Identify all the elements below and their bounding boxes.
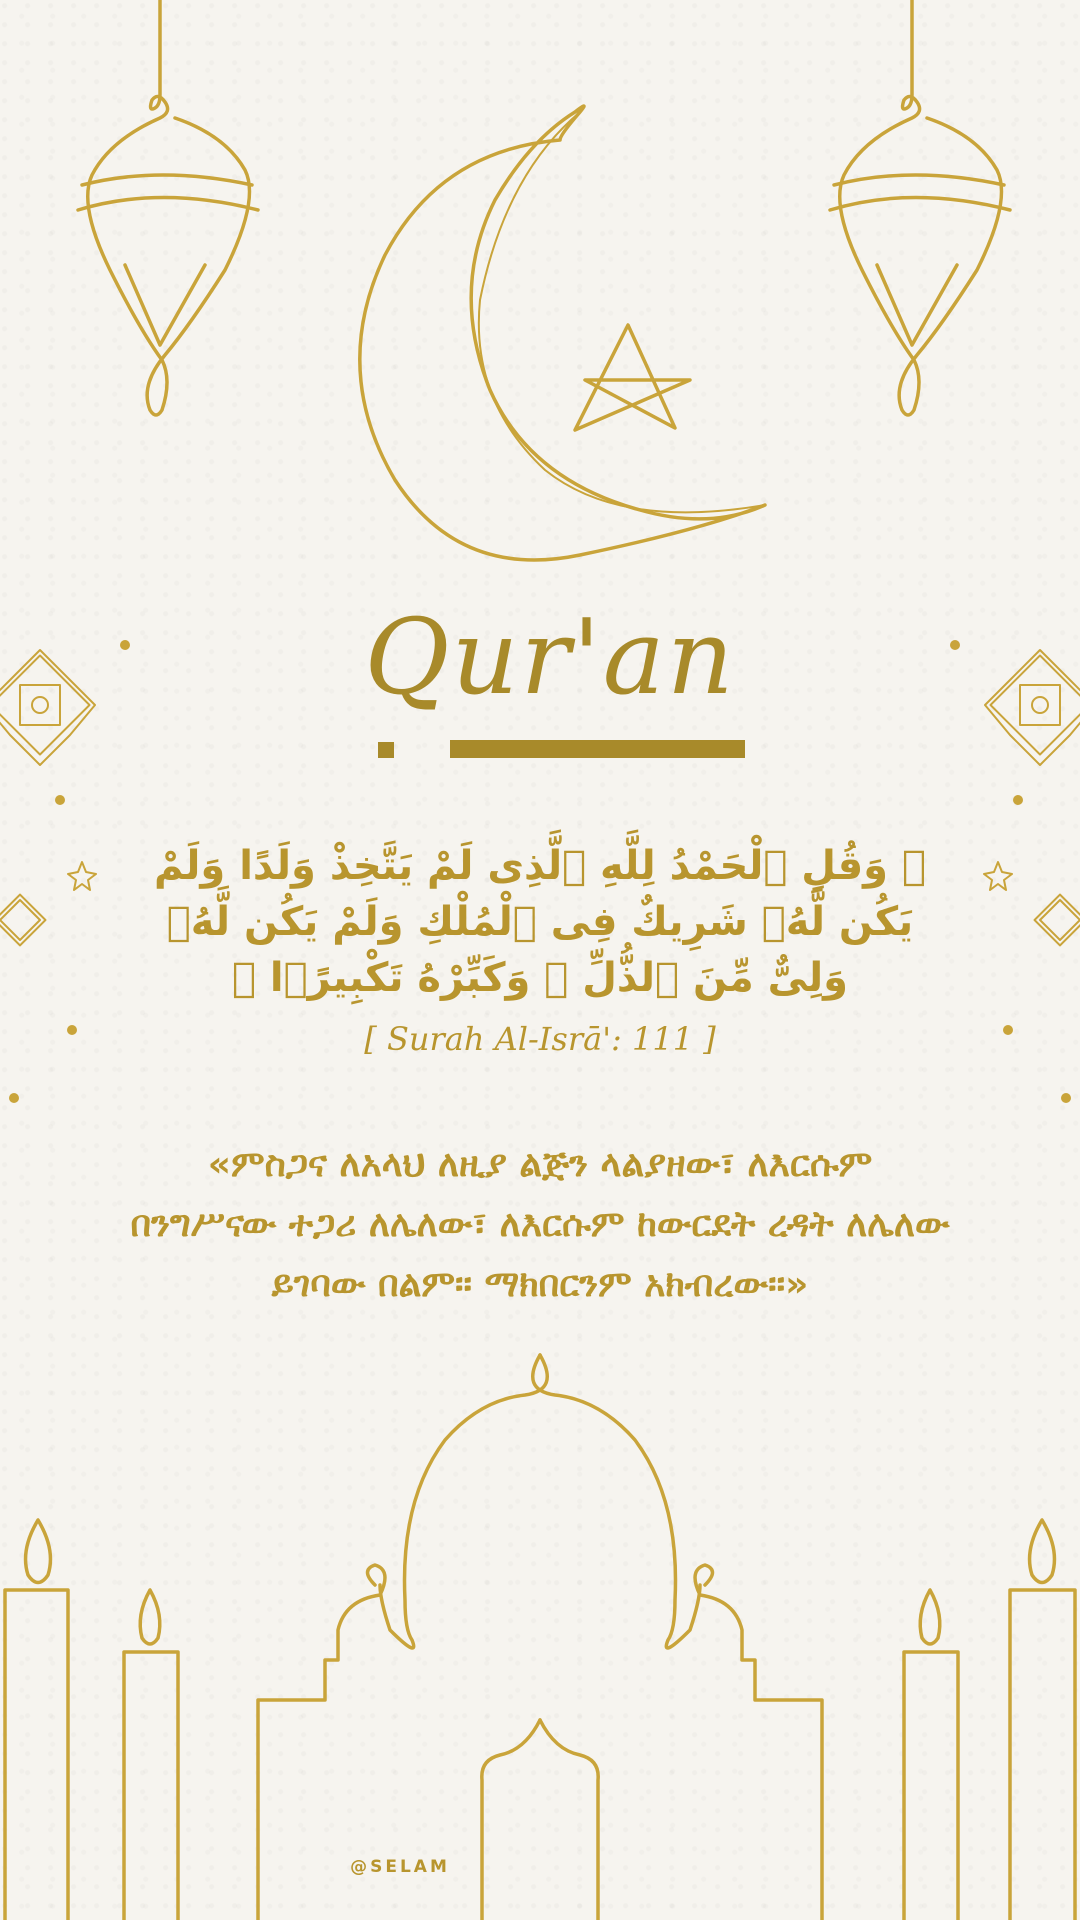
title-underline-bar	[450, 740, 745, 758]
candle-icon-right-2	[904, 1590, 958, 1920]
hanging-lantern-icon-right	[830, 0, 1010, 415]
hanging-lantern-icon-left	[78, 0, 258, 415]
verse-reference: [ Surah Al-Isrā': 111 ]	[364, 1020, 716, 1058]
author-credit: @SELAM	[350, 1857, 450, 1877]
verse-translation: «ምስጋና ለአላህ ለዚያ ልጅን ላልያዘው፣ ለእርሱም በንግሥናው ተጋሪ ለሌለው፣ ለእርሱም ከውርደት ረዳት ለሌለው ይገባው በልም፡፡ ማክበርንም አክብረው፡፡»	[130, 1144, 950, 1305]
mosque-outline-icon	[258, 1355, 822, 1920]
title-underline-dot	[378, 742, 394, 758]
candle-icon-left-2	[124, 1590, 178, 1920]
crescent-moon-icon	[360, 106, 765, 560]
islamic-star-ornament-icon-right	[984, 650, 1080, 945]
verse-arabic: ﴿ وَقُلِ ٱلْحَمْدُ لِلَّهِ ٱلَّذِى لَمْ يَتَّخِذْ وَلَدًا وَلَمْ يَكُن لَّهُۥ شَرِيكٌ فِى ٱلْمُلْكِ وَلَمْ يَكُن لَّهُۥ وَلِىٌّ مِّنَ ٱلذُّلِّ ۖ وَكَبِّرْهُ تَكْبِيرًۢا ﴾	[154, 843, 926, 1001]
islamic-star-ornament-icon-left	[0, 650, 96, 945]
star-icon	[575, 325, 690, 430]
candle-icon-right-1	[1010, 1520, 1075, 1920]
page-title: Qur'an	[364, 596, 736, 718]
candle-icon-left-1	[5, 1520, 68, 1920]
